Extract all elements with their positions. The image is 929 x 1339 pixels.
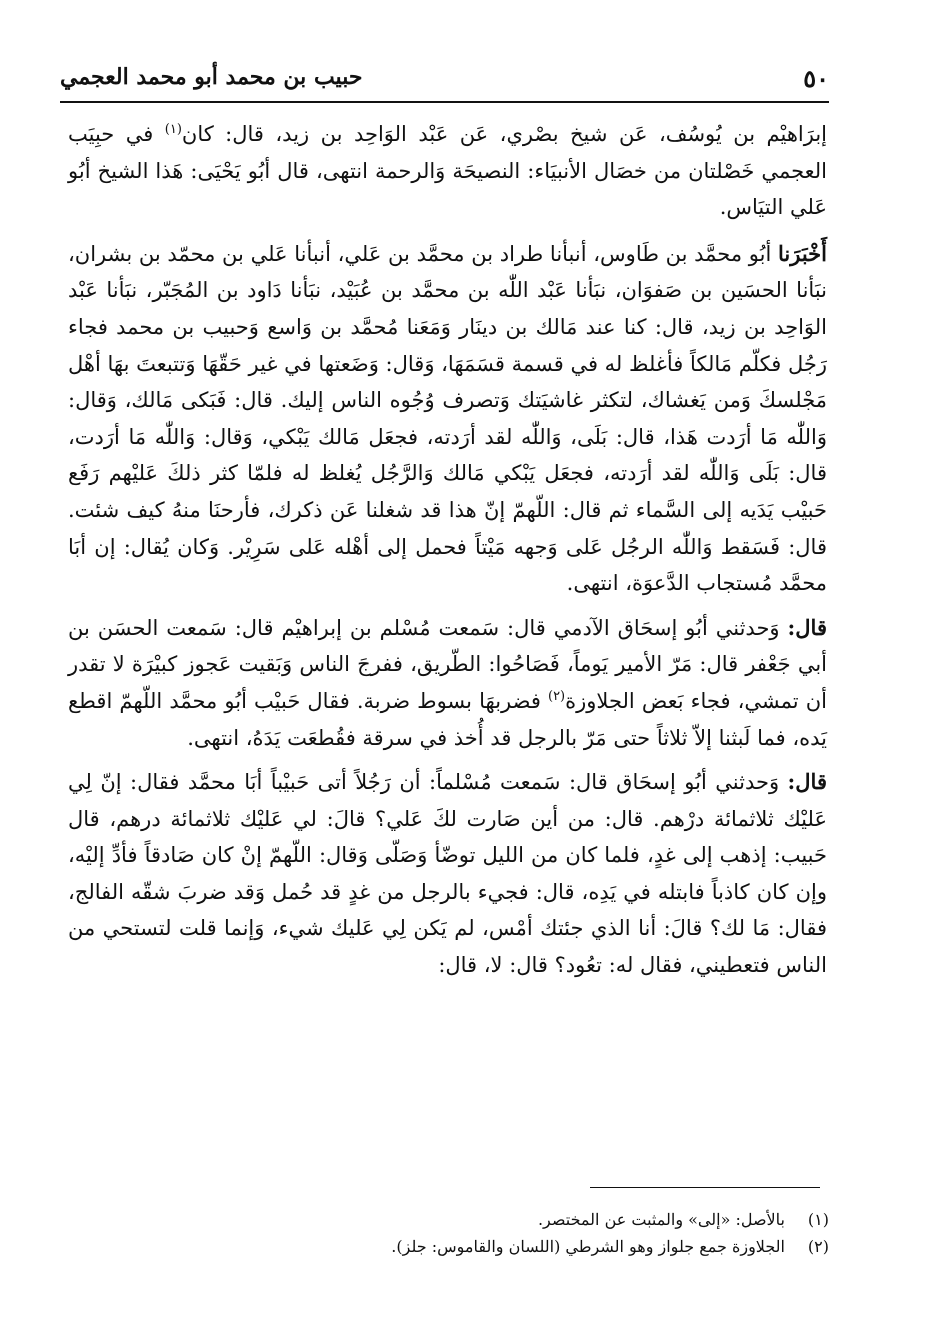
paragraph-4-lead: قال: — [787, 769, 827, 795]
page-number: ٥٠ — [803, 64, 829, 93]
footnote-separator — [590, 1187, 820, 1188]
paragraph-1 — [68, 116, 827, 226]
paragraph-2-lead: أَخْبَرَنا — [778, 240, 827, 266]
paragraph-2 — [68, 236, 827, 602]
footnotes — [300, 1206, 829, 1260]
paragraph-4-text: وَحدثني أبُو إسحَاق قال: سَمعت مُسْلماً: أن رَجُلاً أتى حَبيْباً أبَا محمَّد فقال: إنّ لِي عَليْك ثلاثمائة درْهم. قال: من أين صَارت لكَ عَلي؟ قالَ: لي عَليْك ثلاثمائة درهم، قال حَبيب: إذهب إلى غدٍ، فلما كان من الليل توضّأ وَصَلّى وَقال: اللّهمّ إنْ كان صَادقاً فأدِّ إليْه، وإن كان كاذباً فابتله في يَدِه، قال: فجيء بالرجل من غدٍ قد حُمل وَقد ضربَ شقّه الفالج، فقال: مَا لك؟ قالَ: أنا الذي جئتك أمْس، لم يَكن لِي عَليك شيء، وَإنما قلت لتستحي من الناس فتعطيني، فقال له: تعُود؟ قال: لا، قال: — [68, 770, 827, 978]
running-title: حبيب بن محمد أبو محمد العجمي — [60, 64, 363, 90]
paragraph-3-text-after-ref: فضربهَا بسوط ضربة. فقال حَبيْب أبُو محمَّد اللّهمّ اقطع يَده، فما لَبثنا إلاّ ثلاثاً حتى مَرّ بالرجل قد أُخذ في سرقة فقُطعَت يَدَهُ، انتهى. — [68, 688, 827, 750]
footnote-1-text: بالأصل: «إلى» والمثبت عن المختصر. — [537, 1210, 785, 1229]
footnote-2-number: (٢) — [807, 1237, 829, 1256]
footnote-1 — [300, 1206, 829, 1233]
main-text — [68, 116, 827, 992]
paragraph-2-text: أبُو محمَّد بن طَاوس، أنبأنا طراد بن محمَّد بن عَلي، أنبأنا عَلي بن محمّد بن بشران، نبَأنا الحسَين بن صَفوَان، نبَأنا عَبْد اللّٰه بن محمَّد بن عُبَيْد، نبَأنا دَاود بن المُجَبّر، نبَأنا عَبْد الوَاحِد بن زيد، قال: كنا عند مَالك بن دينَار وَمَعَنا مُحمَّد بن وَاسع وَحبيب بن محمد فجاء رَجُل فكلّم مَالكاً فأغلظ له في قسمة قسَمَهَا، وَقال: وَضَعتها في غير حَقّهَا وَتتبعتَ بهَا أهْل مَجْلسكَ وَمن يَغشاك، لتكثر غاشيَتك وَتصرف وُجُوه الناس إليك. قال: فَبَكى مَالك، وَقال: وَاللّٰه مَا أرَدت هَذا، قال: بَلَى، وَاللّٰه لقد أرَدته، فجعَل مَالك يَبْكي، وَقال: وَاللّٰه مَا أرَدت، قال: بَلَى وَاللّٰه لقد أرَدته، فجعَل يَبْكي مَالك وَالرَّجُل يُغلظ له فلمّا كثر ذلكَ عَليْهم رَفَع حَبيْب يَدَيه إلى السَّماء ثم قال: اللّهمّ إنّ هذا قد شغلنا عَن ذكرك، فأرحنَا منهُ كيف شئت. قال: فَسَقط وَاللّٰه الرجُل عَلى وَجهه مَيْتاً فحمل إلى أهْله عَلى سَرِيْر. وَكان يُقال: إن أبَا محمَّد مُستجاب الدَّعوَة، انتهى. — [68, 241, 827, 596]
paragraph-1-text-after-ref: في حبِيَب العجمي خَصْلتان من خصَال الأنبيَاء: النصيحَة وَالرحمة انتهى، قال أبُو يَحْيَى: هَذا الشيخ أبُو عَلي التيَاس. — [68, 122, 827, 220]
header-rule — [60, 101, 829, 103]
paragraph-3-lead: قال: — [787, 614, 827, 640]
footnote-1-number: (١) — [807, 1210, 829, 1229]
paragraph-4 — [68, 764, 827, 984]
page-header — [60, 58, 829, 102]
paragraph-3 — [68, 610, 827, 756]
paragraph-3-text-before-ref: وَحدثني أبُو إسحَاق الآدمي قال: سَمعت مُسْلم بن إبراهيْم قال: سَمعت الحسَن بن أبي جَعْفر قال: مَرّ الأمير يَوماً، فَصَاحُوا: الطّريق، ففرجَ الناس وَبَقيت عَجوز كبيْرَة لا تقدر أن تمشي، فجاء بَعض الجلاوزة — [68, 615, 827, 713]
footnote-ref-2: (٢) — [547, 688, 566, 704]
footnote-2 — [300, 1233, 829, 1260]
paragraph-1-text-before-ref: إبرَاهيْم بن يُوسُف، عَن شيخ بصْري، عَن عَبْد الوَاحِد بن زيد، قال: كان — [181, 122, 827, 146]
footnote-2-text: الجلاوزة جمع جلواز وهو الشرطي (اللسان والقاموس: جلز). — [391, 1237, 785, 1256]
footnote-ref-1: (١) — [164, 122, 182, 137]
